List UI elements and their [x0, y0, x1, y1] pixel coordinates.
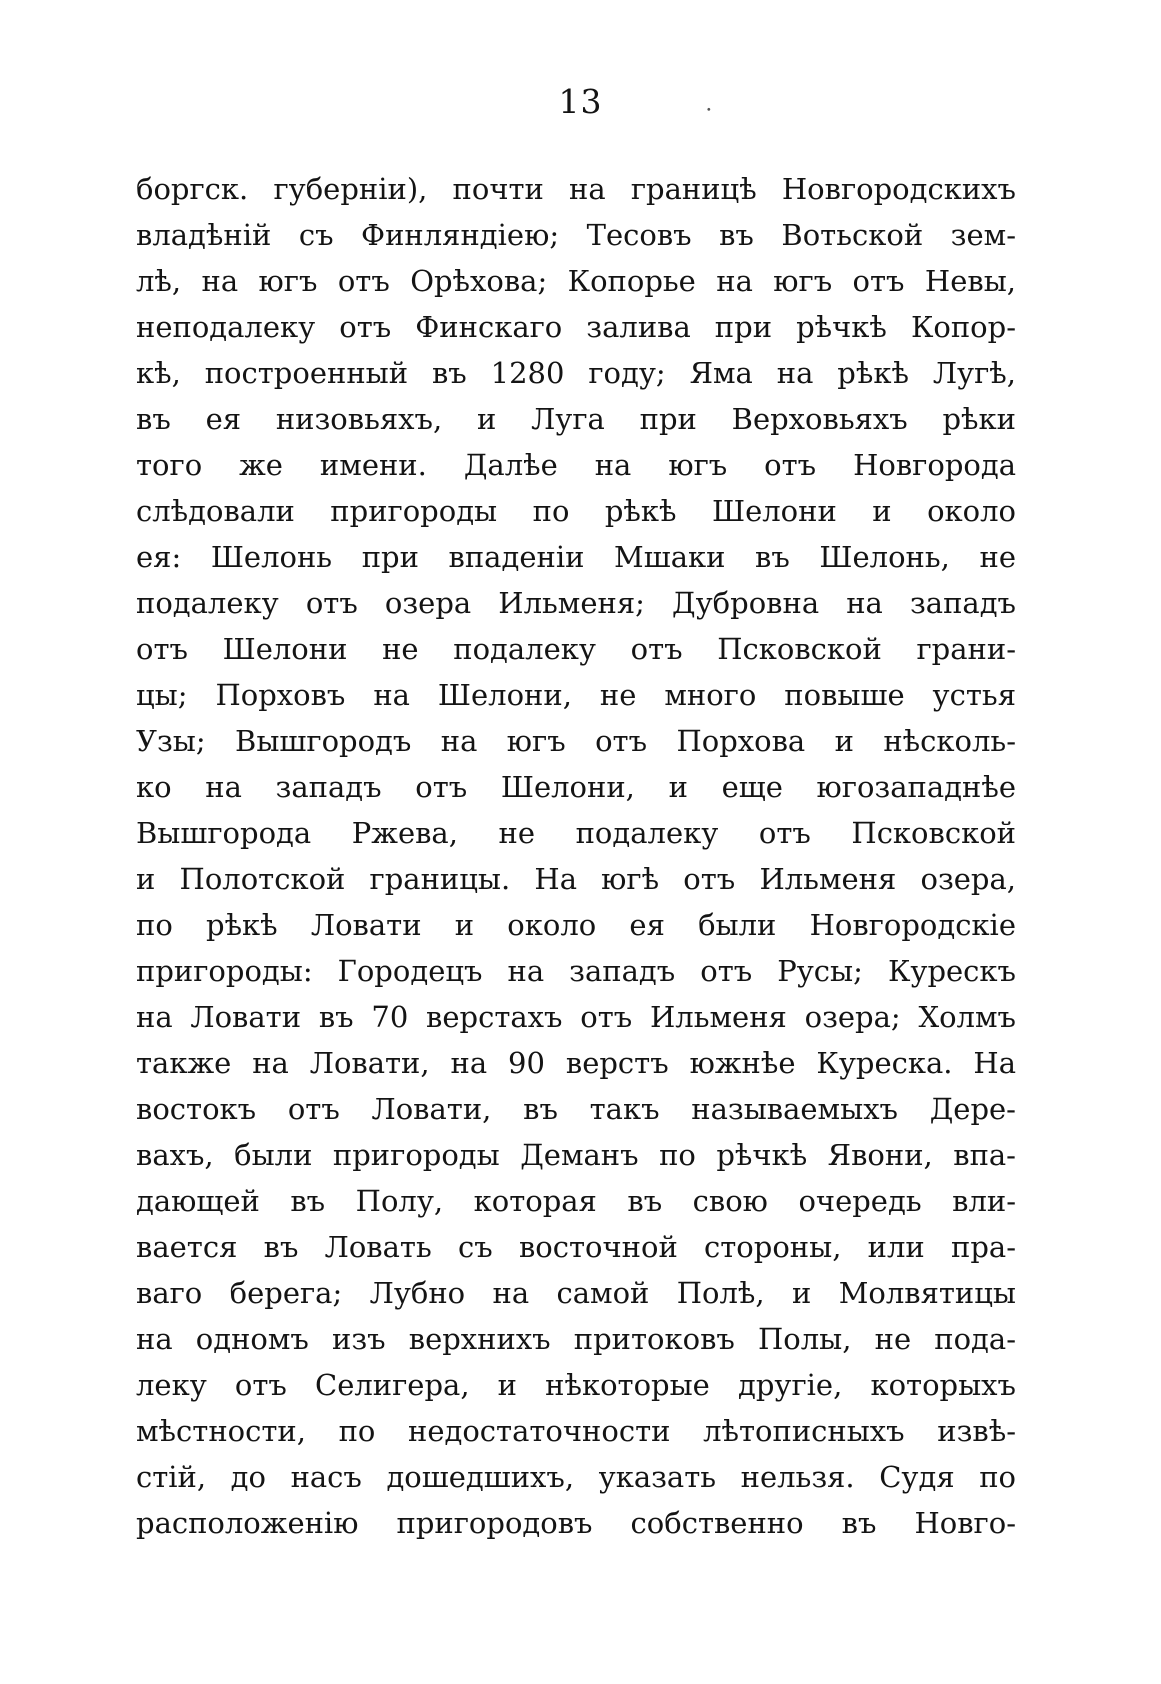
text-line: востокъ отъ Ловати, въ такъ называемыхъ Дере- [136, 1092, 1016, 1126]
text-line: ея: Шелонь при впаденіи Мшаки въ Шелонь, не [136, 540, 1016, 574]
print-speck: ⋅ [705, 98, 713, 123]
text-line: на одномъ изъ верхнихъ притоковъ Полы, не пода- [136, 1322, 1016, 1356]
text-line: владѣній съ Финляндіею; Тесовъ въ Вотьской зем- [136, 218, 1016, 252]
text-line: того же имени. Далѣе на югъ отъ Новгорода [136, 448, 1016, 482]
text-line: также на Ловати, на 90 верстъ южнѣе Куреска. На [136, 1046, 1016, 1080]
text-line: и Полотской границы. На югѣ отъ Ильменя озера, [136, 862, 1016, 896]
text-line: въ ея низовьяхъ, и Луга при Верховьяхъ рѣки [136, 402, 1016, 436]
text-line: кѣ, построенный въ 1280 году; Яма на рѣкѣ Лугѣ, [136, 356, 1016, 390]
text-line: лѣ, на югъ отъ Орѣхова; Копорье на югъ отъ Невы, [136, 264, 1016, 298]
text-line: стій, до насъ дошедшихъ, указать нельзя. Судя по [136, 1460, 1016, 1494]
text-line: слѣдовали пригороды по рѣкѣ Шелони и около [136, 494, 1016, 528]
text-line: боргск. губерніи), почти на границѣ Новгородскихъ [136, 172, 1016, 206]
body-text [136, 166, 1016, 1546]
text-line: пригороды: Городецъ на западъ отъ Русы; Курескъ [136, 954, 1016, 988]
text-line: ваго берега; Лубно на самой Полѣ, и Молвятицы [136, 1276, 1016, 1310]
text-line: расположенію пригородовъ собственно въ Новго- [136, 1506, 1016, 1540]
text-line: по рѣкѣ Ловати и около ея были Новгородскіе [136, 908, 1016, 942]
text-line: мѣстности, по недостаточности лѣтописныхъ извѣ- [136, 1414, 1016, 1448]
text-line: отъ Шелони не подалеку отъ Псковской грани- [136, 632, 1016, 666]
text-line: вахъ, были пригороды Деманъ по рѣчкѣ Явони, впа- [136, 1138, 1016, 1172]
text-line: Узы; Вышгородъ на югъ отъ Порхова и нѣсколь- [136, 724, 1016, 758]
text-line: вается въ Ловать съ восточной стороны, или пра- [136, 1230, 1016, 1264]
text-line: цы; Порховъ на Шелони, не много повыше устья [136, 678, 1016, 712]
text-line: дающей въ Полу, которая въ свою очередь вли- [136, 1184, 1016, 1218]
text-line: неподалеку отъ Финскаго залива при рѣчкѣ Копор- [136, 310, 1016, 344]
text-line: леку отъ Селигера, и нѣкоторые другіе, которыхъ [136, 1368, 1016, 1402]
text-line: на Ловати въ 70 верстахъ отъ Ильменя озера; Холмъ [136, 1000, 1016, 1034]
text-line: Вышгорода Ржева, не подалеку отъ Псковской [136, 816, 1016, 850]
text-line: подалеку отъ озера Ильменя; Дубровна на западъ [136, 586, 1016, 620]
page-number: 13 [558, 82, 603, 121]
text-line: ко на западъ отъ Шелони, и еще югозападнѣе [136, 770, 1016, 804]
